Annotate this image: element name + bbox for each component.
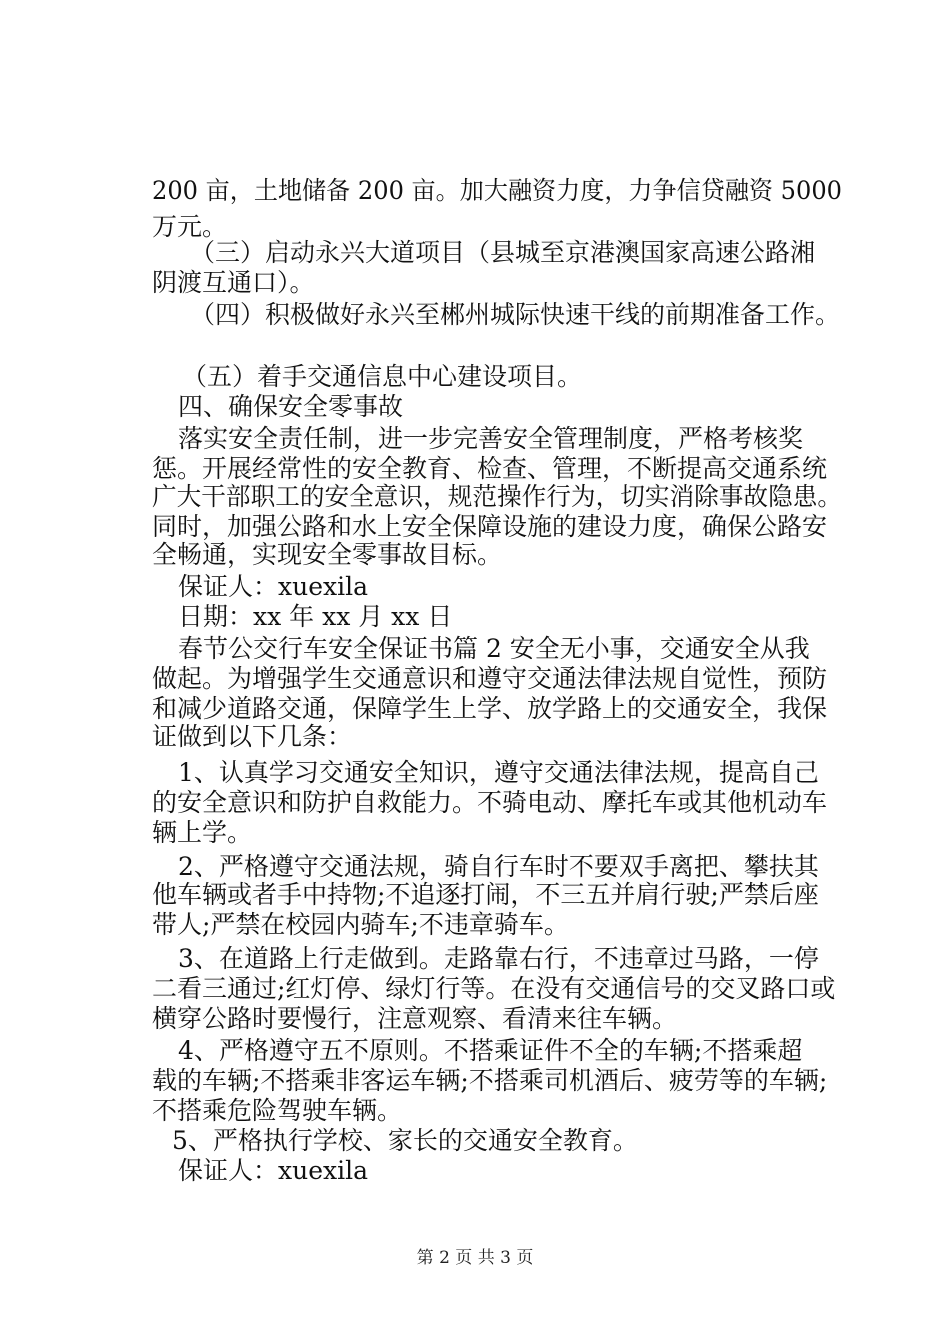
text-line: 做起。为增强学生交通意识和遵守交通法律法规自觉性，预防 — [152, 664, 828, 693]
text-line: 横穿公路时要慢行，注意观察、看清来往车辆。 — [152, 1004, 678, 1033]
text-line: 不搭乘危险驾驶车辆。 — [152, 1096, 403, 1125]
text-line: （五）着手交通信息中心建设项目。 — [182, 362, 583, 391]
text-line: 惩。开展经常性的安全教育、检查、管理，不断提高交通系统 — [152, 454, 828, 483]
guarantor-line: 保证人：xuexila — [178, 1156, 368, 1185]
list-item: 4、严格遵守五不原则。不搭乘证件不全的车辆;不搭乘超 — [178, 1036, 803, 1065]
text-line: （三）启动永兴大道项目（县城至京港澳国家高速公路湘 — [190, 238, 816, 267]
list-item: 5、严格执行学校、家长的交通安全教育。 — [172, 1126, 638, 1155]
text-line: 万元。 — [152, 212, 228, 241]
text-line: 广大干部职工的安全意识，规范操作行为，切实消除事故隐患。 — [152, 482, 843, 511]
list-item: 3、在道路上行走做到。走路靠右行，不违章过马路，一停 — [178, 944, 819, 973]
list-item: 2、严格遵守交通法规，骑自行车时不要双手离把、攀扶其 — [178, 852, 819, 881]
section-heading: 四、确保安全零事故 — [178, 392, 404, 421]
guarantor-line: 保证人：xuexila — [178, 572, 368, 601]
text-line: 200 亩，土地储备 200 亩。加大融资力度，力争信贷融资 5000 — [152, 176, 843, 205]
date-line: 日期：xx 年 xx 月 xx 日 — [178, 602, 453, 631]
page-number-footer: 第 2 页 共 3 页 — [416, 1248, 534, 1268]
text-line: 带人;严禁在校园内骑车;不违章骑车。 — [152, 910, 569, 939]
text-line: 和减少道路交通，保障学生上学、放学路上的交通安全，我保 — [152, 694, 828, 723]
text-line: （四）积极做好永兴至郴州城际快速干线的前期准备工作。 — [190, 300, 841, 329]
text-line: 辆上学。 — [152, 818, 253, 847]
text-line: 春节公交行车安全保证书篇 2 安全无小事，交通安全从我 — [178, 634, 810, 663]
text-line: 同时，加强公路和水上安全保障设施的建设力度，确保公路安 — [152, 512, 828, 541]
text-line: 全畅通，实现安全零事故目标。 — [152, 540, 503, 569]
text-line: 他车辆或者手中持物;不追逐打闹，不三五并肩行驶;严禁后座 — [152, 880, 819, 909]
list-item: 1、认真学习交通安全知识，遵守交通法律法规，提高自己 — [178, 758, 819, 787]
text-line: 二看三通过;红灯停、绿灯行等。在没有交通信号的交叉路口或 — [152, 974, 836, 1003]
text-line: 证做到以下几条： — [152, 722, 353, 751]
text-line: 的安全意识和防护自救能力。不骑电动、摩托车或其他机动车 — [152, 788, 828, 817]
text-line: 落实安全责任制，进一步完善安全管理制度，严格考核奖 — [178, 424, 804, 453]
text-line: 阴渡互通口）。 — [152, 268, 315, 297]
text-line: 载的车辆;不搭乘非客运车辆;不搭乘司机酒后、疲劳等的车辆; — [152, 1066, 828, 1095]
